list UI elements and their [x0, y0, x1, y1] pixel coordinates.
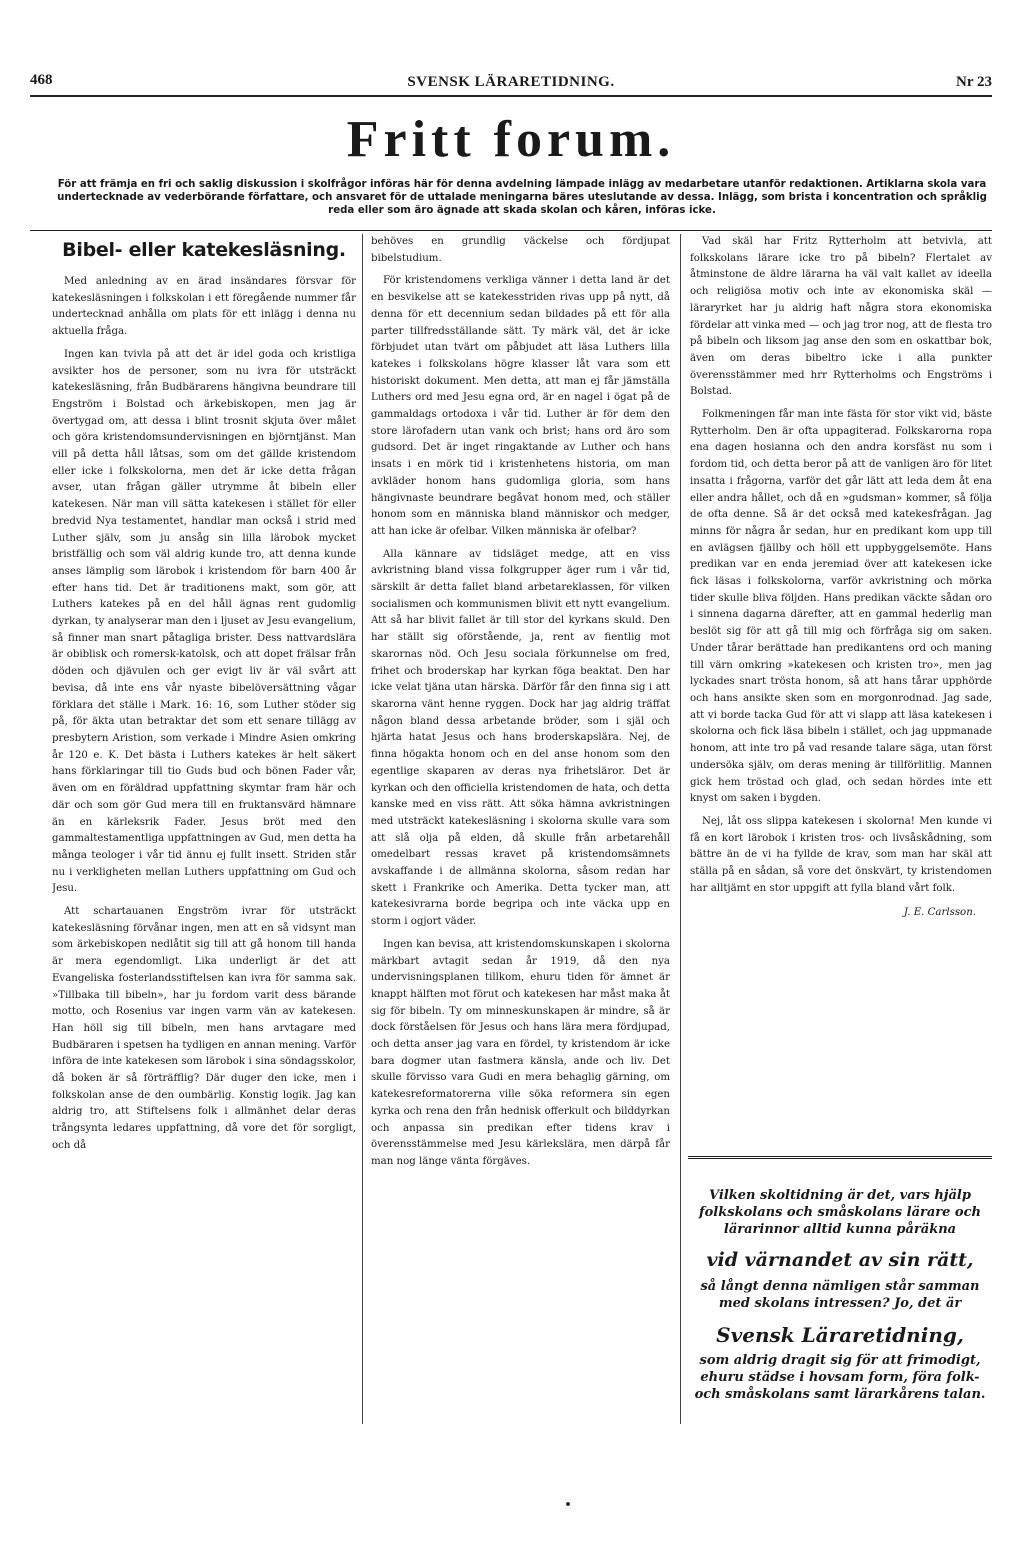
paragraph: Folkmeningen får man inte fästa för stor vikt vid, bäste Rytterholm. Den är ofta uppagiterad. Folkskarorna ropa ena dagen hosianna och den andra korsfäst nu som i fordom tid, och detta beror på att de vanligen äro för litet insatta i frågorna, varför det går lätt att leda dem åt ena eller andra hållet, och då en »gudsman» kommer, så följa de ofta denne. Så är det också med katekesfrågan. Jag minns för några år sedan, hur en predikant kom upp till en avlägsen fjällby och höll ett uppbyggelsemöte. Hans predikan var en enda jeremiad över att katekesen icke fick läsas i folkskolorna, varför avkristning och mörka tider skulle bliva följden. Hans predikan väckte sådan oro i sinnena dagarna därefter, att en gammal hederlig man beslöt sig för att gå till mig och förfråga sig om saken. Under tårar berättade han predikantens ord och maning till värn omkring »katekesen och kristen tro», men jag lyckades snart trösta honom, så att hans tårar upphörde och hans ansikte sken som en morgonrodnad. Jag sade, att vi borde tacka Gud för att vi slapp att läsa katekesen i skolorna och fick läsa bibeln i stället, och jag uppmanade honom, att inte tro på vad resande talare säga, utan först undersöka själv, om deras mening är tillförlitlig. Mannen gick hem tröstad och glad, och sedan hördes inte ett knyst om saken i bygden.: [690, 409, 992, 805]
section-intro: För att främja en fri och saklig diskussion i skolfrågor införas här för denna avdelning lämpade inlägg av medarbetare utanför redaktionen. Artiklarna skola vara undertecknade av vederbörande författare, och ansvaret för de uttalade meningarna bäres uteslutande av dessa. Inlägg, som brista i koncentration och språklig reda eller som äro ägnade att skada skolan och kåren, införas icke.: [57, 179, 987, 216]
paragraph: Alla kännare av tidsläget medge, att en viss avkristning bland vissa folkgrupper äger rum i vår tid, särskilt är detta fallet bland arbetareklassen, för vilken socialismen och kommunismen blivit ett nytt evangelium. Att så har blivit fallet är till stor del kyrkans skuld. Den har ställt sig oförstående, ja, rent av fientlig mot skarornas nöd. Och Jesu sociala förkunnelse om fred, frihet och broderskap har kyrkan föga beaktat. Den har icke velat tjäna utan härska. Därför får den finna sig i att skarorna vänt henne ryggen. Dock har jag aldrig träffat någon bland dessa arbetande bröder, som i själ och hjärta hatat Jesus och hans broderskapslära. Nej, de finna högakta honom och en del anse honom som den egentlige skaparen av deras nya frihetsläror. Det är kyrkan och den officiella kristendomen de hata, och detta kanske med en viss rätt. Att söka hämna avkristningen med utsträckt katekesläsning i skolorna skulle vara som att slå olja på elden, då skulle från arbetarehåll omedelbart ressas kravet på kristendomsämnets avskaffande i de allmänna skolorna, såsom redan har skett i Frankrike och Amerika. Detta tycker man, att katekesivrarna borde begripa och inte väcka upp en storm i ogjort väder.: [371, 548, 670, 928]
issue-number: Nr 23: [956, 74, 992, 90]
header-rule: [30, 95, 992, 97]
ad-slogan: vid värnandet av sin rätt,: [706, 1249, 974, 1271]
column-divider: [680, 234, 681, 1424]
article-column-1: [52, 234, 356, 1424]
page-number: 468: [30, 72, 53, 88]
paragraph: Att schartauanen Engström ivrar för utsträckt katekesläsning förvånar ingen, men att en så vidsynt man som ärkebiskopen nedlåtit sig till att gå honom till handa är mera egendomligt. Lika underligt är det att Evangeliska fosterlandsstiftelsen kan ivra för samma sak. »Tillbaka till bibeln», har ju fordom varit dess bärande motto, och Rosenius var ingen varm vän av katekesen. Han höll sig till bibeln, men hans arvtagare med Budbäraren i spetsen ha tydligen en annan mening. Varför införa de inte katekesen som lärobok i sina söndagsskolor, då boken är så förträfflig? Där duger den icke, men i folkskolan anse de den oumbärlig. Konstig logik. Jag kan aldrig tro, att Stiftelsens folk i allmänhet delar deras trångsynta ledares uppfattning, då vore det för sorgligt, och då: [52, 906, 356, 1151]
paragraph: Med anledning av en ärad insändares försvar för katekesläsningen i folkskolan i ett föregående nummer får undertecknad anhålla om plats för ett inlägg i denna nu aktuella fråga.: [52, 276, 356, 338]
advertisement-box: [688, 1156, 992, 1444]
paragraph: Ingen kan tvivla på att det är idel goda och kristliga avsikter hos de personer, som nu ivra för utsträckt katekesläsning, från Budbärarens hängivna beundrare till Engström i Bolstad och ärkebiskopen, men jag är övertygad om, att dessa i blint trosnit skjuta över målet och göra kristendomsundervisningen en björntjänst. Man vill på detta håll låtsas, som om det gällde kristendom eller icke i folkskolorna, men det är icke detta frågan avser, utan frågan gäller utrymme åt bibeln eller katekesen. När man vill sätta katekesen i stället för eller bredvid Nya testamentet, handlar man också i strid med Luther själv, som ju ansåg sin lilla lärobok mycket bristfällig och som väl aldrig kunde tro, att denna kunde anses lämplig som lärobok i kristendom för barn 400 år efter hans tid. Det är traditionens makt, som gör, att Luthers katekes på en del håll ägnas rent gudomlig dyrkan, ty analyserar man den i ljuset av Jesu evangelium, så finner man snart påtagliga brister. Dess nattvardslära är obiblisk och romersk-katolsk, och att dopet frälsar från döden och djävulen och ger evigt liv är väl svårt att bevisa, då inte ens vår nyaste bibelöversättning vågar förklara det ställe i Mark. 16: 16, som Luther stöder sig på, för äkta utan betraktar det som ett senare tillägg av presbytern Aristion, som verkade i Mindre Asien omkring år 120 e. K. Det bästa i Luthers katekes är helt säkert hans förklaringar till tio Guds bud och bönen Fader vår, även om en föräldrad uppfattning skymtar fram här och där och som gör Gud mera till en fruktansvärd hämnare än en kärleksrik Fader. Jesus bröt med den gammaltestamentliga uppfattningen av Gud, men detta ha många teologer i vår tid ännu ej fullt insett. Striden står nu i verkligheten mellan Luthers uppfattning om Gud och Jesu.: [52, 348, 356, 895]
ad-line: så långt denna nämligen står samman med skolans intressen? Jo, det är: [700, 1279, 980, 1311]
intro-rule: [30, 230, 992, 231]
paragraph: behöves en grundlig väckelse och fördjupat bibelstudium.: [371, 236, 670, 264]
print-mark: [566, 1502, 570, 1506]
author-signature: J. E. Carlsson.: [903, 907, 976, 919]
page-header: [30, 68, 992, 94]
paragraph: Ingen kan bevisa, att kristendomskunskapen i skolorna märkbart avtagit sedan år 1919, då den nya undervisningsplanen tillkom, ehuru tiden för ämnet är knappt hälften mot förut och katekesen har måst maka åt sig för bibeln. Ty om minneskunskapen är mindre, så är dock förståelsen för Jesus och hans lära mera fördjupad, och detta anser jag vara en fördel, ty kristendom är icke bara dogmer utan fastmera känsla, ande och liv. Det skulle förvisso vara Gudi en mera behaglig gärning, om katekesreformatorerna ville söka reformera sin egen kyrka och rena den från hednisk offerkult och bilddyrkan och anpassa sin predikan efter tidens krav i överensstämmelse med Jesu kärlekslära, men därpå får man nog länge vänta förgäves.: [371, 938, 670, 1167]
paragraph: Nej, låt oss slippa katekesen i skolorna! Men kunde vi få en kort lärobok i kristen tros- och livsåskådning, som bättre än de vi ha fyllde de krav, som man har skäl att ställa på en sådan, så vore det önskvärt, ty kristendomen har alltjämt en stor uppgift att fylla bland vårt folk.: [690, 815, 992, 894]
article-column-2: [371, 234, 670, 1419]
ad-brand: Svensk Läraretidning,: [716, 1323, 964, 1347]
ad-line: Vilken skoltidning är det, vars hjälp folkskolans och småskolans lärare och lärarinnor alltid kunna påräkna: [699, 1188, 981, 1237]
paragraph: Vad skäl har Fritz Rytterholm att betvivla, att folkskolans lärare icke tro på bibeln? Flertalet av åtminstone de äldre lärarna ha väl valt kallet av ideella och religiösa motiv och inte av ekonomiska skäl — läraryrket har ju aldrig haft några stora ekonomiska fördelar att vinka med — och jag tror nog, att de flesta tro på bibeln och liksom jag anse den som en oskattbar bok, även om deras bibeltro icke i alla punkter överensstämmer med hrr Rytterholms och Engströms i Bolstad.: [690, 236, 992, 398]
paragraph: För kristendomens verkliga vänner i detta land är det en besvikelse att se katekesstriden rivas upp på nytt, då denna för ett decennium sedan bildades på ett för alla parter tillfredsställande sätt. Ty märk väl, det är icke förbjudet utan tvärt om påbjudet att läsa Luthers lilla katekes i folkskolans högre klasser låt vara som ett historiskt dokument. Men detta, att man ej får jämställa Luthers ord med Jesu egna ord, är en nagel i ögat på de gammaldags ortodoxa i vår tid. Luther är för dem den store lärofadern utan vank och brist; hans ord äro som gudsord. Det är inget ringaktande av Luther och hans insats i en mörk tid i kristenhetens historia, om man avkläder honom hans gudomliga gloria, som hans hängivnaste beundrare begåvat honom med, och ställer honom som en människa bland människor och medger, att han icke är ofelbar. Vilken människa är ofelbar?: [371, 275, 670, 537]
article-heading: Bibel- eller katekesläsning.: [62, 239, 346, 261]
section-title: Fritt forum.: [346, 111, 676, 168]
ad-line: som aldrig dragit sig för att frimodigt, ehuru städse i hovsam form, föra folk- och småskolans samt lärarkårens talan.: [694, 1353, 986, 1402]
masthead: SVENSK LÄRARETIDNING.: [407, 74, 615, 90]
column-divider: [362, 234, 363, 1424]
